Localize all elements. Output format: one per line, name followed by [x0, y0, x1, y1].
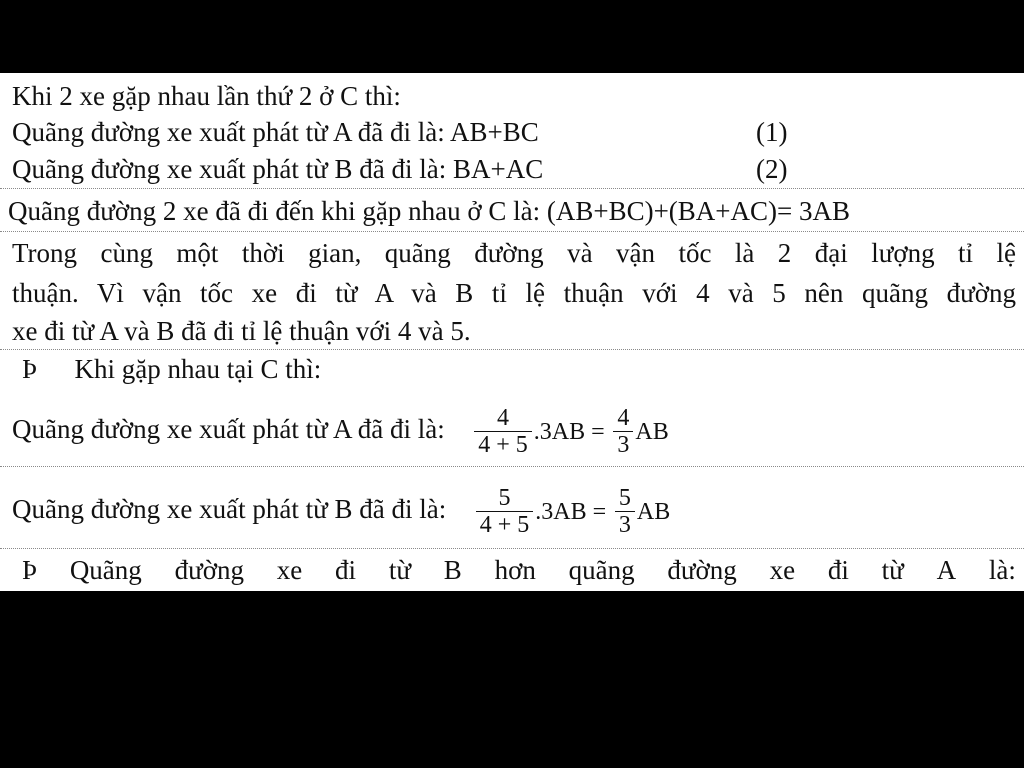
document-page	[0, 73, 1024, 591]
word: xe	[276, 555, 303, 585]
text-line-1: Khi 2 xe gặp nhau lần thứ 2 ở C thì:	[12, 81, 401, 111]
denominator: 3	[615, 511, 635, 538]
text-line-11-body	[22, 555, 1016, 585]
word: A	[936, 555, 957, 585]
text-line-8	[22, 354, 1024, 384]
divider	[0, 231, 1024, 232]
formula-line-b	[12, 473, 1024, 545]
text-line-5	[12, 238, 1024, 268]
numerator: 4	[617, 405, 630, 432]
text-line-7: xe đi từ A và B đã đi tỉ lệ thuận với 4 và 5.	[12, 316, 471, 346]
word: đường	[667, 555, 737, 585]
denominator: 3	[613, 431, 633, 458]
divider	[0, 349, 1024, 350]
therefore-symbol: Þ	[22, 555, 38, 585]
fraction	[474, 405, 532, 458]
word: là:	[988, 555, 1016, 585]
text-line-3-body: Quãng đường xe xuất phát từ B đã đi là: BA+AC	[12, 154, 544, 184]
text-line-6	[12, 278, 1024, 308]
word: từ	[388, 555, 411, 585]
text-line-4: Quãng đường 2 xe đã đi đến khi gặp nhau ở C là: (AB+BC)+(BA+AC)= 3AB	[8, 196, 851, 226]
formula-middle: .3AB =	[535, 498, 607, 525]
word: Quãng	[69, 555, 142, 585]
divider	[0, 466, 1024, 467]
text-line-8-body: Khi gặp nhau tại C thì:	[74, 354, 322, 384]
formula-tail: AB	[635, 418, 669, 445]
therefore-symbol: Þ	[22, 354, 38, 384]
fraction	[613, 405, 633, 458]
fraction	[615, 485, 635, 538]
word: đi	[335, 555, 357, 585]
numerator: 5	[498, 485, 511, 512]
word: đường	[174, 555, 244, 585]
formula-tail: AB	[636, 498, 671, 525]
text-line-2	[12, 117, 1024, 147]
divider	[0, 188, 1024, 189]
text-line-5-body: Trong cùng một thời gian, quãng đường và vận tốc là 2 đại lượng tỉ lệ	[12, 238, 1016, 268]
equation-number-1: (1)	[756, 117, 788, 147]
word: B	[443, 555, 462, 585]
formula-b-label: Quãng đường xe xuất phát từ B đã đi là:	[12, 494, 447, 524]
formula-line-a	[12, 393, 1024, 465]
equation-number-2: (2)	[756, 154, 788, 184]
denominator: 4 + 5	[476, 511, 534, 538]
word: đi	[827, 555, 849, 585]
divider	[0, 548, 1024, 549]
text-line-11	[22, 555, 1024, 585]
numerator: 5	[618, 485, 631, 512]
formula-a-label: Quãng đường xe xuất phát từ A đã đi là:	[12, 414, 445, 444]
word: xe	[769, 555, 796, 585]
numerator: 4	[497, 405, 509, 432]
text-line-6-body: thuận. Vì vận tốc xe đi từ A và B tỉ lệ thuận với 4 và 5 nên quãng đường	[12, 278, 1016, 308]
formula-middle: .3AB =	[533, 418, 605, 445]
word: từ	[881, 555, 904, 585]
text-line-3	[12, 154, 1024, 184]
word: hơn	[494, 555, 536, 585]
fraction	[476, 485, 534, 538]
text-line-2-body: Quãng đường xe xuất phát từ A đã đi là: AB+BC	[12, 117, 539, 147]
denominator: 4 + 5	[474, 431, 532, 458]
word: quãng	[568, 555, 635, 585]
